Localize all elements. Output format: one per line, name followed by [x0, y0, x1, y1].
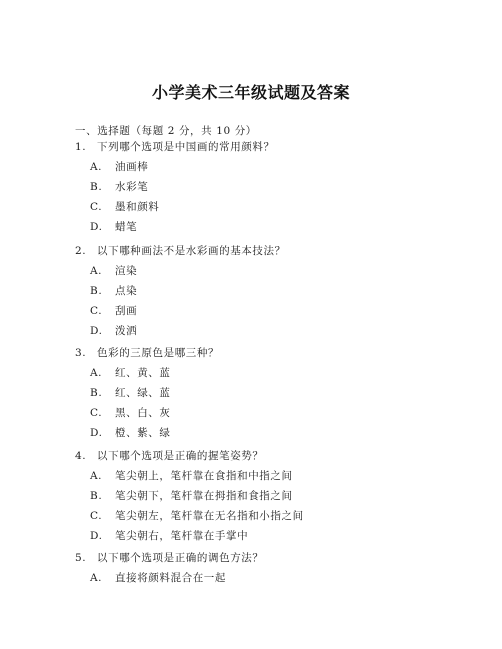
option-letter: A. [90, 572, 103, 584]
option-letter: B. [90, 490, 103, 502]
option-d [75, 217, 475, 237]
option-c [75, 301, 475, 321]
question-text: 色彩的三原色是哪三种？ [97, 347, 220, 359]
option-letter: B. [90, 387, 103, 399]
option-text: 蜡笔 [115, 221, 138, 233]
option-text: 笔尖朝右，笔杆靠在手掌中 [115, 530, 249, 542]
question-text: 以下哪种画法不是水彩画的基本技法？ [97, 245, 286, 257]
option-text: 红、绿、蓝 [115, 387, 171, 399]
option-c [75, 197, 475, 217]
question-text: 以下哪个选项是正确的握笔姿势？ [97, 450, 264, 462]
option-d [75, 526, 475, 546]
option-d [75, 423, 475, 443]
option-text: 渲染 [115, 265, 138, 277]
option-letter: D. [90, 221, 103, 233]
option-text: 水彩笔 [115, 181, 149, 193]
option-letter: B. [90, 285, 103, 297]
option-letter: D. [90, 427, 103, 439]
option-text: 笔尖朝左，笔杆靠在无名指和小指之间 [115, 510, 304, 522]
question-text: 以下哪个选项是正确的调色方法？ [97, 552, 264, 564]
option-a [75, 157, 475, 177]
option-letter: D. [90, 530, 103, 542]
option-text: 红、黄、蓝 [115, 367, 171, 379]
question-3 [75, 343, 475, 443]
question-4 [75, 446, 475, 546]
option-text: 黑、白、灰 [115, 407, 171, 419]
option-text: 笔尖朝下，笔杆靠在拇指和食指之间 [115, 490, 293, 502]
question-stem [75, 548, 475, 568]
question-text: 下列哪个选项是中国画的常用颜料？ [97, 141, 275, 153]
question-number: 4. [75, 450, 87, 462]
section-heading: 一、选择题（每题 2 分，共 10 分） [75, 125, 257, 137]
option-d [75, 321, 475, 341]
option-a [75, 261, 475, 281]
question-number: 1. [75, 141, 87, 153]
option-c [75, 403, 475, 423]
option-a [75, 363, 475, 383]
option-letter: A. [90, 161, 103, 173]
option-b [75, 177, 475, 197]
option-text: 笔尖朝上，笔杆靠在食指和中指之间 [115, 470, 293, 482]
question-number: 3. [75, 347, 87, 359]
option-text: 墨和颜料 [115, 201, 160, 213]
option-text: 刮画 [115, 305, 138, 317]
option-b [75, 486, 475, 506]
option-letter: C. [90, 305, 103, 317]
question-stem [75, 137, 475, 157]
option-letter: B. [90, 181, 103, 193]
option-c [75, 506, 475, 526]
question-5 [75, 548, 475, 588]
question-2 [75, 241, 475, 341]
option-letter: C. [90, 201, 103, 213]
option-letter: D. [90, 325, 103, 337]
question-stem [75, 343, 475, 363]
option-letter: A. [90, 470, 103, 482]
option-text: 直接将颜料混合在一起 [115, 572, 226, 584]
option-text: 油画棒 [115, 161, 149, 173]
option-text: 点染 [115, 285, 138, 297]
option-letter: A. [90, 265, 103, 277]
question-1 [75, 137, 475, 237]
option-b [75, 383, 475, 403]
option-a [75, 568, 475, 588]
option-letter: C. [90, 510, 103, 522]
option-text: 橙、紫、绿 [115, 427, 171, 439]
question-number: 2. [75, 245, 87, 257]
option-letter: A. [90, 367, 103, 379]
option-letter: C. [90, 407, 103, 419]
option-b [75, 281, 475, 301]
option-text: 泼洒 [115, 325, 138, 337]
question-number: 5. [75, 552, 87, 564]
document-title: 小学美术三年级试题及答案 [151, 83, 350, 102]
question-stem [75, 241, 475, 261]
option-a [75, 466, 475, 486]
question-stem [75, 446, 475, 466]
